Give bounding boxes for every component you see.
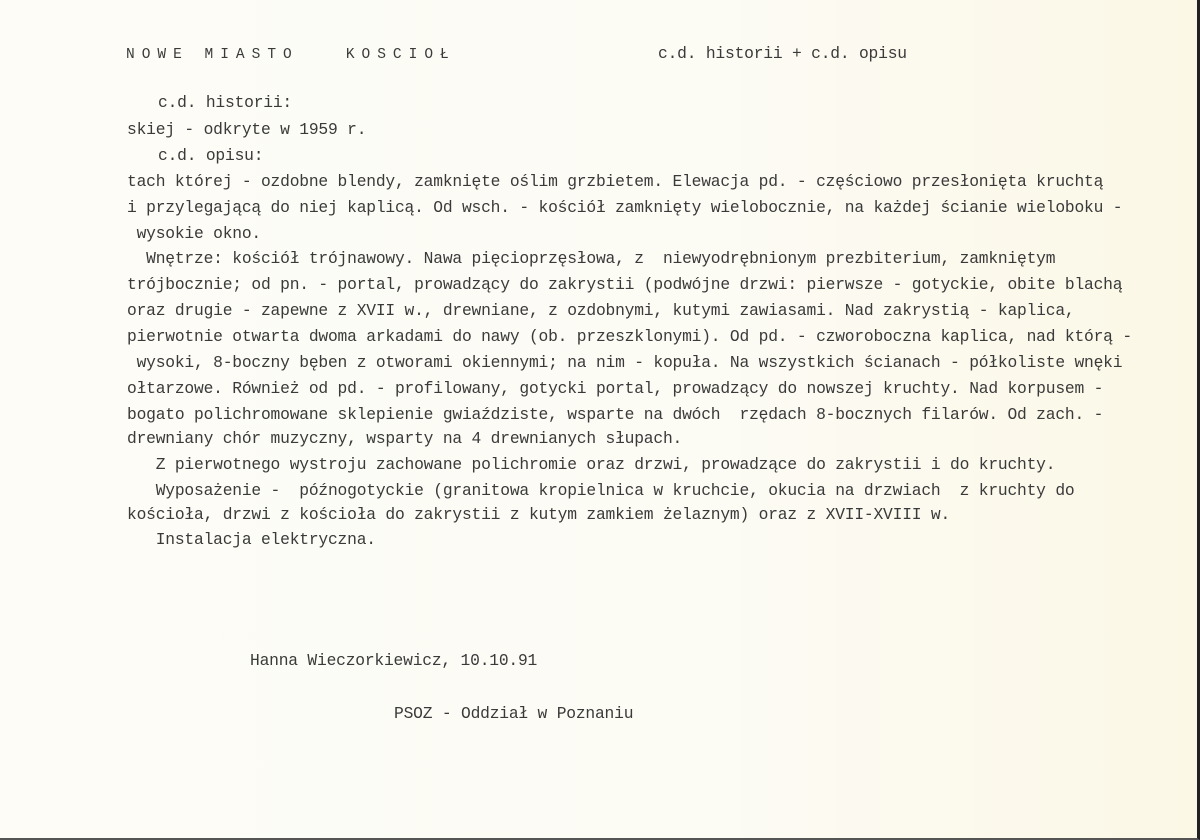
description-line: trójbocznie; od pn. - portal, prowadzący do zakrystii (podwójne drzwi: pierwsze - gotyckie, obite blachą [127, 275, 1123, 294]
description-line: bogato polichromowane sklepienie gwiaździste, wsparte na dwóch rzędach 8-bocznych filarów. Od zach. - [127, 405, 1104, 424]
description-line: wysoki, 8-boczny bęben z otworami okiennymi; na nim - kopuła. Na wszystkich ścianach - półkoliste wnęki [127, 353, 1123, 372]
description-line: kościoła, drzwi z kościoła do zakrystii z kutym zamkiem żelaznym) oraz z XVII-XVIII w. [127, 505, 951, 524]
description-line: Wnętrze: kościół trójnawowy. Nawa pięcioprzęsłowa, z niewyodrębnionym prezbiterium, zamkniętym [127, 249, 1056, 268]
description-line: Z pierwotnego wystroju zachowane polichromie oraz drzwi, prowadzące do zakrystii i do kruchty. [127, 455, 1056, 474]
history-label: c.d. historii: [158, 93, 292, 112]
description-line: ołtarzowe. Również od pd. - profilowany, gotycki portal, prowadzący do nowszej kruchty. Nad korpusem - [127, 379, 1104, 398]
description-line: Instalacja elektryczna. [127, 530, 376, 549]
description-line: oraz drugie - zapewne z XVII w., drewniane, z ozdobnymi, kutymi zawiasami. Nad zakrystią - kaplica, [127, 301, 1075, 320]
description-line: i przylegającą do niej kaplicą. Od wsch. - kościół zamknięty wielobocznie, na każdej ścianie wieloboku - [127, 198, 1123, 217]
document-subtitle: c.d. historii + c.d. opisu [658, 44, 907, 63]
history-line: skiej - odkryte w 1959 r. [127, 120, 367, 139]
description-line: wysokie okno. [127, 224, 261, 243]
description-line: pierwotnie otwarta dwoma arkadami do nawy (ob. przeszklonymi). Od pd. - czworoboczna kaplica, nad którą - [127, 327, 1132, 346]
document-title: NOWE MIASTO KOSCIOŁ [126, 47, 456, 63]
description-line: drewniany chór muzyczny, wsparty na 4 drewnianych słupach. [127, 429, 683, 448]
description-line: tach której - ozdobne blendy, zamknięte oślim grzbietem. Elewacja pd. - częściowo przesłonięta kruchtą [127, 172, 1104, 191]
author-signature: Hanna Wieczorkiewicz, 10.10.91 [250, 651, 538, 670]
description-line: Wyposażenie - późnogotyckie (granitowa kropielnica w kruchcie, okucia na drzwiach z kruchty do [127, 481, 1075, 500]
institution-name: PSOZ - Oddział w Poznaniu [394, 704, 634, 723]
description-label: c.d. opisu: [158, 146, 264, 165]
